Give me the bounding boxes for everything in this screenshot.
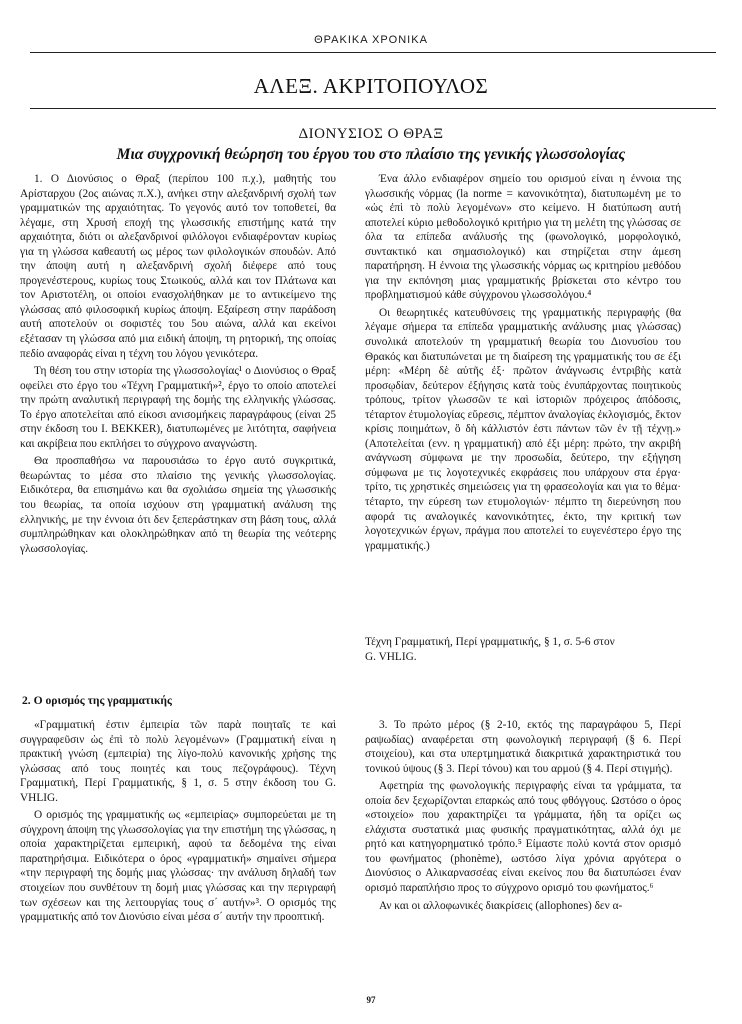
paragraph: 1. Ο Διονύσιος ο Θραξ (περίπου 100 π.χ.), μαθητής του Αρίσταρχου (2ος αιώνας π.Χ.), ανήκει στην αλεξανδρινή σχολή των γραμματικών της αρχαιότητας. Το γεγονός αυτό τον τοποθετεί, θα λέγαμε, στη Χρυσή εποχή της γλωσσικής επιστήμης κατά την αρχαιότητα, διότι οι αλεξανδρινοί φιλόλογοι ενδιαφέρονταν κυρίως για τη γλώσσα καθεαυτή ως μέρος των φιλολογικών σπουδών. Από την άποψη αυτή η αλεξανδρινή σχολή διέφερε από τους προγενέστερους, κυρίως τους Στωικούς, αλλά και τον Πλάτωνα και τον Αριστοτέλη, οι οποίοι ενασχολήθηκαν με το αντικείμενο της γλώσσας από φιλοσοφική κυρίως άποψη. Εξαίρεση στην παράδοση αυτή αποτελούν οι σοφιστές του 5ου αιώνα, αλλά και εκείνοι εξέτασαν τη γλώσσα από μια ειδική άποψη, τη ρητορική, της οποίας πεδίο αναφοράς είναι η τέχνη του λόγου γενικότερα. [20,173,336,360]
paragraph: Τη θέση του στην ιστορία της γλωσσολογίας¹ ο Διονύσιος ο Θραξ οφείλει στο έργο του «Τέχνη Γραμματική»², έργο το οποίο αποτελεί την πρώτη αναλυτική περιγραφή της δομής της ελληνικής γλώσσας. Το έργο αποτελείται από είκοσι ανισομήκεις παραγράφους (είναι 25 στην έκδοση του I. BEKKER), διατυπωμένες με λιτότητα, σαφήνεια και ακρίβεια που εκπλήσει το σύγχρονο αναγνώστη. [20,365,336,450]
paragraph: Θα προσπαθήσω να παρουσιάσω το έργο αυτό συγκριτικά, θεωρώντας το μέσα στο πλαίσιο της γενικής γλωσσολογίας. Ειδικότερα, θα επισημάνω και θα σχολιάσω σημεία της γλωσσικής του θεωρίας, τα οποία ισχύουν στη γραμματική ανάλυση της ελληνικής, με την έννοια ότι δεν ξεπεράστηκαν στη βάση τους, αλλά συμπληρώθηκαν και ολοκληρώθηκαν από τη θεωρία της νεότερης γλωσσολογίας. [20,455,336,555]
header-rule [30,52,716,53]
left-column-section2 [20,718,336,928]
paragraph: Αν και οι αλλοφωνικές διακρίσεις (allophones) δεν α- [379,899,623,912]
author-name: ΑΛΕΞ. ΑΚΡΙΤΟΠΟΥΛΟΣ [253,74,489,98]
paragraph: Οι θεωρητικές κατευθύνσεις της γραμματικής περιγραφής (θα λέγαμε σήμερα τα επίπεδα γραμματικής ανάλυσης μιας γλώσσας) συνολικά αποτελούν τη γραμματική θεωρία του Διονυσίου του Θρακός και διατυπώνεται με τη διαίρεση της γραμματικής του σε έξι μέρη: «Μέρη δὲ αὐτῆς ἐξ· πρῶτον ἀνάγνωσις ἐντριβὴς κατὰ προσῳδίαν, δεύτερον ἐξήγησις κατὰ τοὺς ἐνυπάρχοντας ποιητικοὺς τρόπους, τρίτον γλωσσῶν τε καὶ ἱστοριῶν πρόχειρος ἀπόδοσις, τέταρτον ἐτυμολογίας εὕρεσις, πέμπτον ἀναλογίας ἐκλογισμός, ἕκτον κρίσις ποιημάτων, ὃ δὴ κάλλιστόν ἐστι πάντων τῶν ἐν τῇ τέχνῃ.» (Αποτελείται (ενν. η γραμματική) από έξι μέρη: πρώτο, την ακριβή ανάγνωση σύμφωνα με την προσωδία, δεύτερο, την εξήγηση σύμφωνα με τις λογοτεχνικές εκφράσεις που υπάρχουν στα έργα· τρίτο, τις χρηστικές σημειώσεις για τη φρασεολογία και για το θέμα· τέταρτο, την εύρεση των ετυμολογιών· πέμπτο τη διερεύνηση που αφορά τις αναλογικές κανονικότητες, έκτο, την κριτική των λογοτεχνικών έργων, πράγμα που αποτελεί το ευγενέστερο έργο της γραμματικής.) [365,306,681,552]
reference-line: G. VHLIG. [365,651,417,663]
reference-line: Τέχνη Γραμματική, Περί γραμματικής, § 1, σ. 5-6 στον [365,636,615,648]
author-rule [30,108,716,109]
paragraph: Ο ορισμός της γραμματικής ως «εμπειρίας» συμπορεύεται με τη σύγχρονη άποψη της γλωσσολογίας για την επιστήμη της γλώσσας, η οποία χαρακτηρίζεται εμπειρική, αφού τα δεδομένα της είναι παρατηρήσιμα. Ειδικότερα ο όρος «γραμματική» σημαίνει σήμερα «την περιγραφή της δομής μιας γλώσσας· την ανάλυση δηλαδή των στοιχείων που συνθέτουν τη δομή μιας γλώσσας και την περιγραφή των σχέσεων και της λειτουργίας τους σ΄ αυτήν»³. Ο ορισμός της γραμματικής από τον Διονύσιο είναι μέσα σ΄ αυτήν την προοπτική. [20,809,336,924]
page-number: 97 [366,995,376,1005]
paragraph: 3. Το πρώτο μέρος (§ 2-10, εκτός της παραγράφου 5, Περί ραψωδίας) αναφέρεται στη φωνολογική περιγραφή (§ 6. Περί στοιχείου), και στα υπερτμηματικά διακριτικά χαρακτηριστικά του τονικού ύψους (§ 3. Περί τόνου) και του αρμού (§ 4. Περί στιγμής). [365,719,681,775]
paragraph: Ένα άλλο ενδιαφέρον σημείο του ορισμού είναι η έννοια της γλωσσικής νόρμας (la norme = κανονικότητα), διατυπωμένη με το «ὡς ἐπὶ τὸ πολὺ λεγομένων» στο κείμενο. Η διατύπωση αυτή αποτελεί κύριο μεθοδολογικό κριτήριο για τη μελέτη της γλώσσας σε όλα τα επίπεδα ανάλυσής της (φωνολογικό, μορφολογικό, συντακτικό και σημασιολογικό) και στηρίζεται στην άμεση παρατήρηση. Η έννοια της γλωσσικής νόρμας ως κριτηρίου μεθόδου για την εκπόνηση μιας γραμματικής βρίσκεται στο κέντρο του προβληματισμού κάθε σύγχρονου γλωσσολόγου.⁴ [365,173,681,302]
article-subtitle: Μια συγχρονική θεώρηση του έργου του στο πλαίσιο της γενικής γλωσσολογίας [116,146,626,163]
right-column [365,172,681,556]
paragraph: Αφετηρία της φωνολογικής περιγραφής είναι τα γράμματα, τα οποία δεν ξεχωρίζονται επαρκώς από τους φθόγγους. Ωστόσο ο όρος «στοιχείο» που χαρακτηρίζει τα γράμματα, ήδη τα ορίζει ως ελάχιστα συστατικά μιας φυσικής πραγματικότητας, αλλά όχι με ρητό και κατηγορηματικό τρόπο.⁵ Είμαστε πολύ κοντά στον ορισμό του φωνήματος (phonème), ωστόσο λίγα χρόνια αργότερα ο Διονύσιος ο Αλικαρνασσέας είναι εκείνος που θα διατυπώσει έναν ορισμό παραπλήσιο προς το σύγχρονο ορισμό του φωνήματος.⁶ [365,780,681,895]
running-head: ΘΡΑΚΙΚΑ ΧΡΟΝΙΚΑ [314,34,428,46]
right-column-section2 [365,718,681,916]
paragraph: «Γραμματική ἐστιν ἐμπειρία τῶν παρὰ ποιηταῖς τε καὶ συγγραφεῦσιν ὡς ἐπὶ τὸ πολὺ λεγομένων» (Γραμματική είναι η πρακτική γνώση (εμπειρία) της λίγο-πολύ κανονικής χρήσης της γλώσσας από τους ποιητές και τους πεζογράφους). Τέχνη Γραμματική, Περί Γραμματικής, § 1, σ. 5 στην έκδοση του G. VHLIG. [20,719,336,804]
section-heading: 2. Ο ορισμός της γραμματικής [22,694,172,707]
left-column [20,172,336,559]
article-title: ΔΙΟΝΥΣΙΟΣ Ο ΘΡΑΞ [298,126,444,142]
